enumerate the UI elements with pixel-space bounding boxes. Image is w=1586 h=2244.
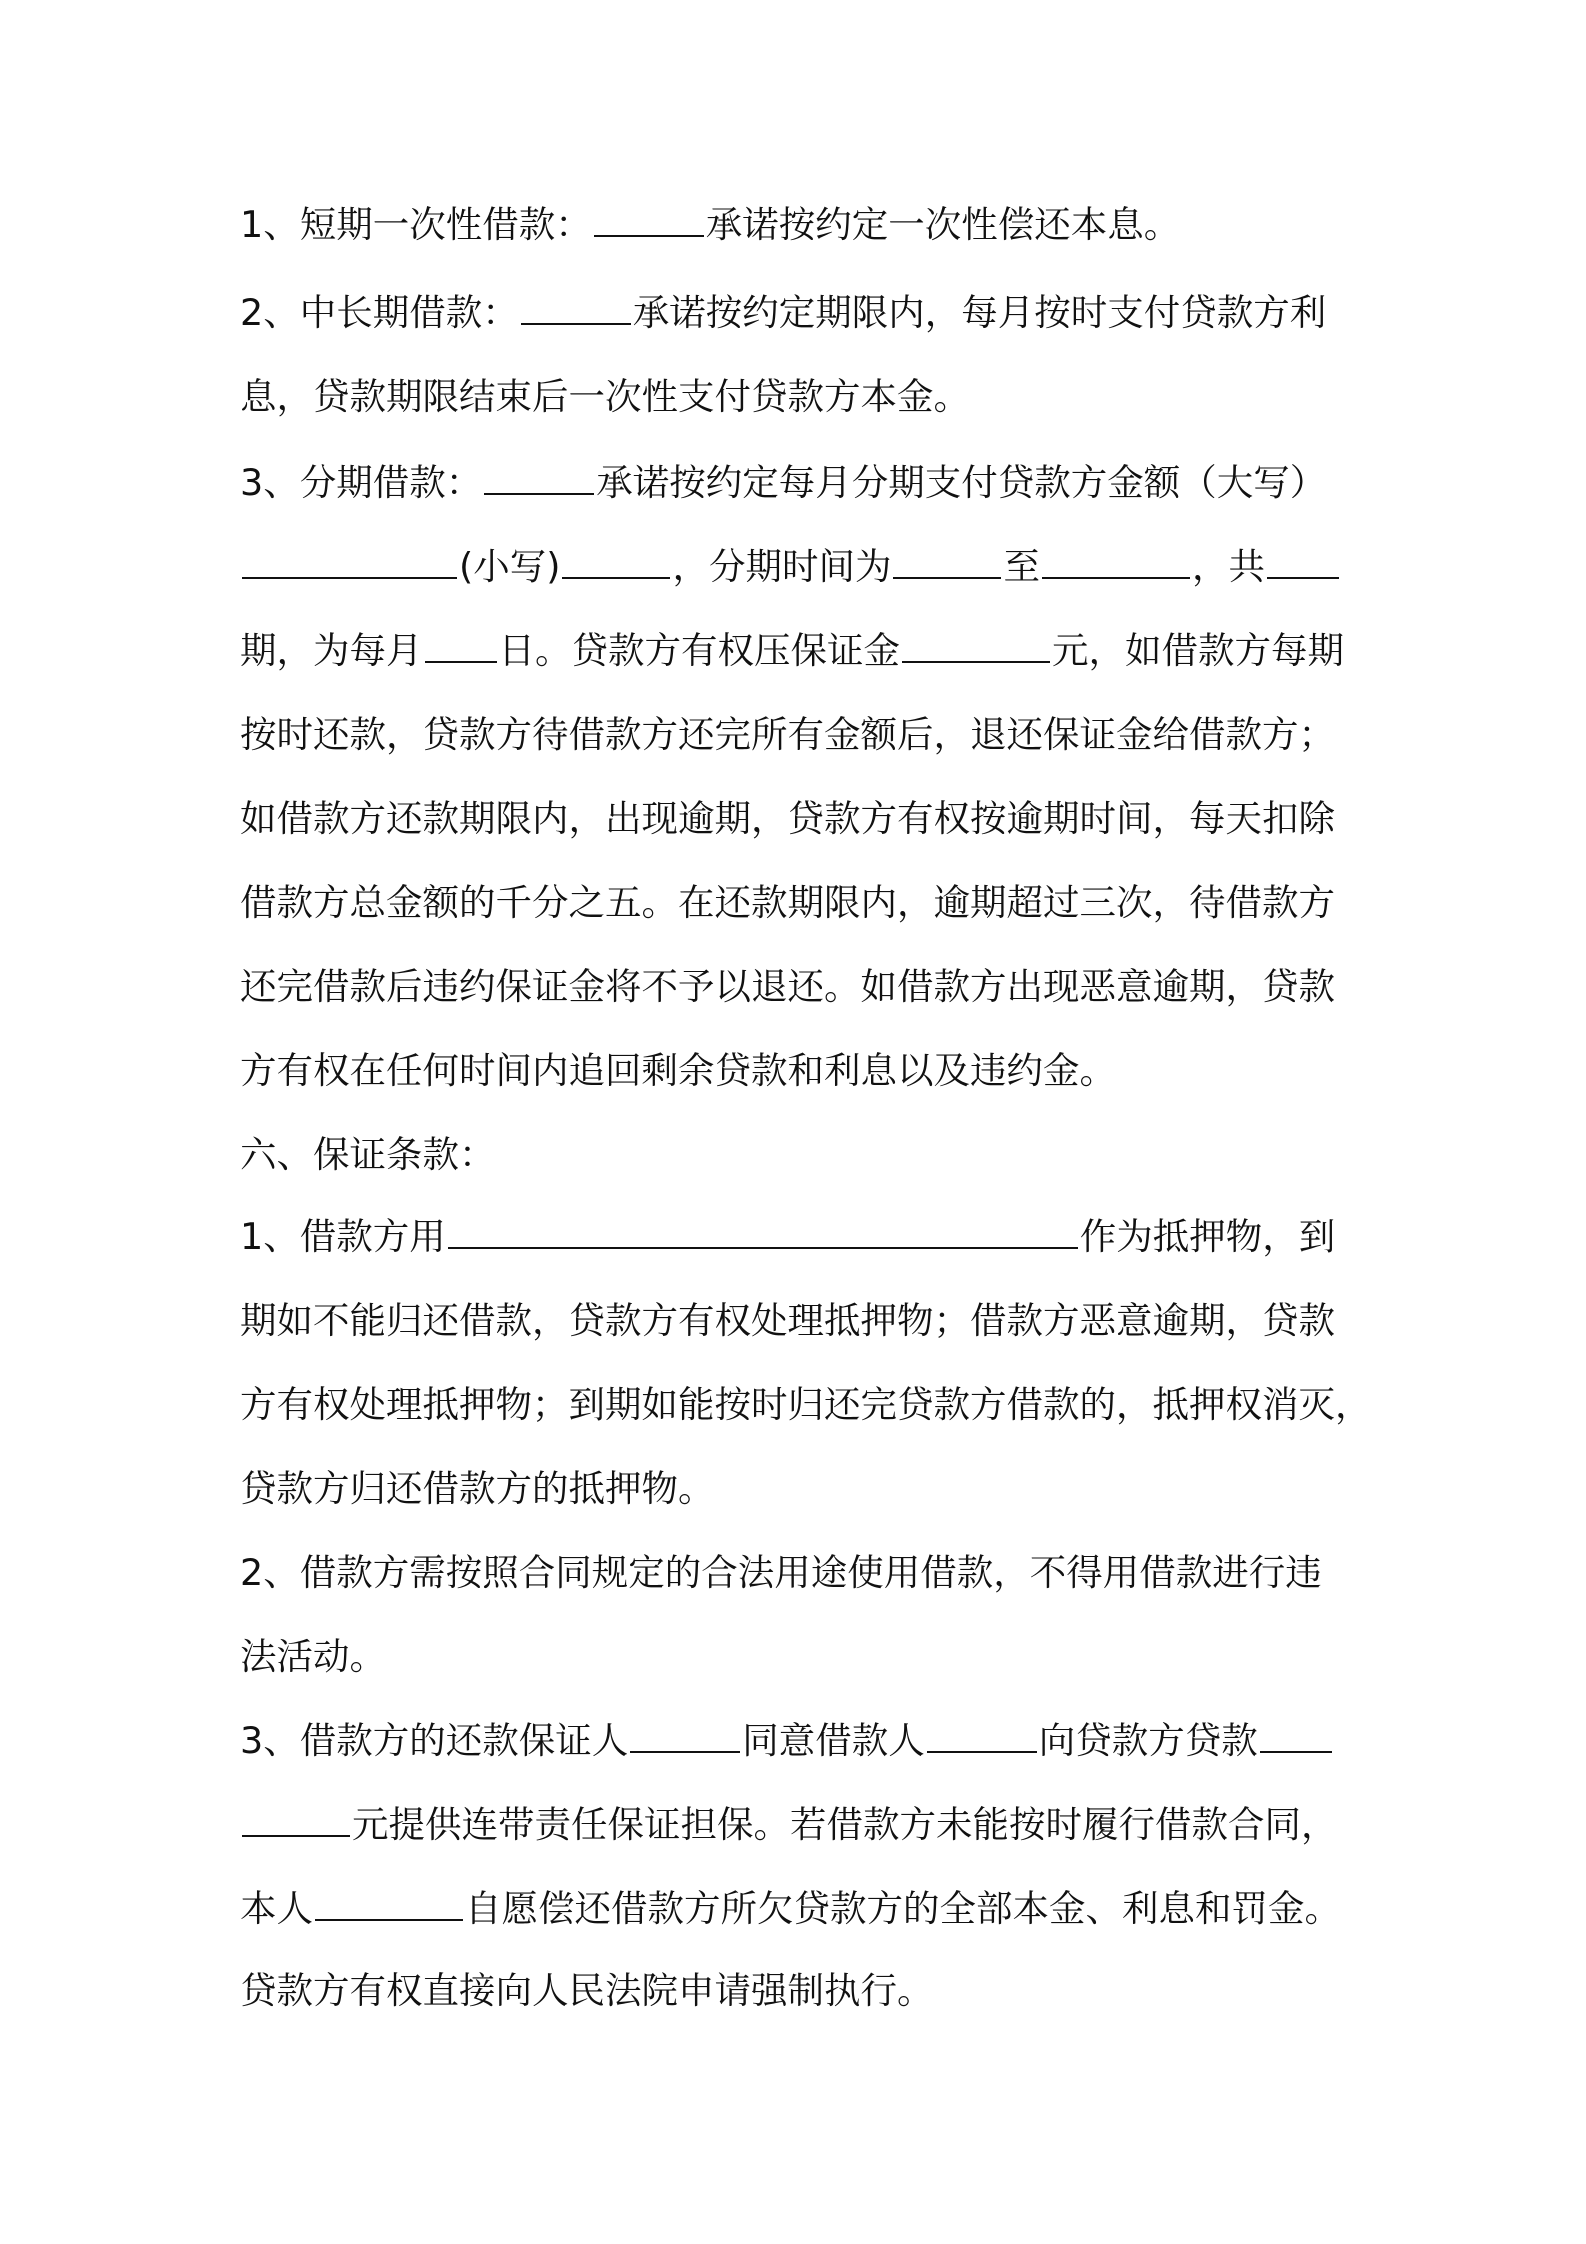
text-line-7: 按时还款，贷款方待借款方还完所有金额后，退还保证金给借款方； — [240, 713, 1335, 756]
text-line-2: 2、中长期借款： 承诺按约定期限内，每月按时支付贷款方利 — [240, 291, 1327, 334]
fill-blank[interactable] — [1042, 543, 1190, 579]
text-line-16: 贷款方归还借款方的抵押物。 — [240, 1467, 715, 1510]
text-line-10: 还完借款后违约保证金将不予以退还。如借款方出现恶意逾期，贷款 — [240, 965, 1335, 1008]
text-line-14: 期如不能归还借款，贷款方有权处理抵押物；借款方恶意逾期，贷款 — [240, 1299, 1335, 1342]
fill-blank[interactable] — [242, 1801, 350, 1837]
text-line-11: 方有权在任何时间内追回剩余贷款和利息以及违约金。 — [240, 1049, 1116, 1092]
text-line-19: 3、借款方的还款保证人 同意借款人 向贷款方贷款 — [240, 1716, 1334, 1766]
text-line-4: 3、分期借款： 承诺按约定每月分期支付贷款方金额（大写） — [240, 461, 1327, 504]
fill-blank[interactable] — [484, 459, 594, 495]
text-line-1: 1、短期一次性借款： 承诺按约定一次性偿还本息。 — [240, 203, 1181, 246]
fill-blank[interactable] — [242, 543, 457, 579]
fill-blank[interactable] — [927, 1717, 1037, 1753]
text-line-6: 期，为每月 日。贷款方有权压保证金 元，如借款方每期 — [240, 629, 1344, 672]
fill-blank[interactable] — [902, 627, 1050, 663]
fill-blank[interactable] — [315, 1885, 463, 1921]
fill-blank[interactable] — [521, 289, 631, 325]
fill-blank[interactable] — [562, 543, 670, 579]
text-line-13: 1、借款方用 作为抵押物，到 — [240, 1215, 1336, 1258]
text-line-8: 如借款方还款期限内，出现逾期，贷款方有权按逾期时间，每天扣除 — [240, 797, 1335, 840]
fill-blank[interactable] — [1267, 543, 1339, 579]
fill-blank[interactable] — [448, 1213, 1078, 1249]
text-line-20: 元提供连带责任保证担保。若借款方未能按时履行借款合同， — [240, 1800, 1338, 1850]
fill-blank[interactable] — [1260, 1717, 1332, 1753]
fill-blank[interactable] — [893, 543, 1001, 579]
section-heading: 六、保证条款： — [240, 1133, 496, 1176]
fill-blank[interactable] — [594, 201, 704, 237]
text-line-9: 借款方总金额的千分之五。在还款期限内，逾期超过三次，待借款方 — [240, 881, 1335, 924]
fill-blank[interactable] — [425, 627, 497, 663]
fill-blank[interactable] — [630, 1717, 740, 1753]
text-line-21: 本人 自愿偿还借款方所欠贷款方的全部本金、利息和罚金。 — [240, 1887, 1341, 1930]
text-line-5: (小写) ，分期时间为 至 ，共 — [240, 542, 1341, 592]
text-line-18: 法活动。 — [240, 1635, 386, 1678]
text-line-22: 贷款方有权直接向人民法院申请强制执行。 — [240, 1969, 934, 2012]
text-line-15: 方有权处理抵押物；到期如能按时归还完贷款方借款的，抵押权消灭， — [240, 1383, 1372, 1426]
text-line-3: 息，贷款期限结束后一次性支付贷款方本金。 — [240, 375, 970, 418]
text-line-17: 2、借款方需按照合同规定的合法用途使用借款，不得用借款进行违 — [240, 1551, 1322, 1594]
